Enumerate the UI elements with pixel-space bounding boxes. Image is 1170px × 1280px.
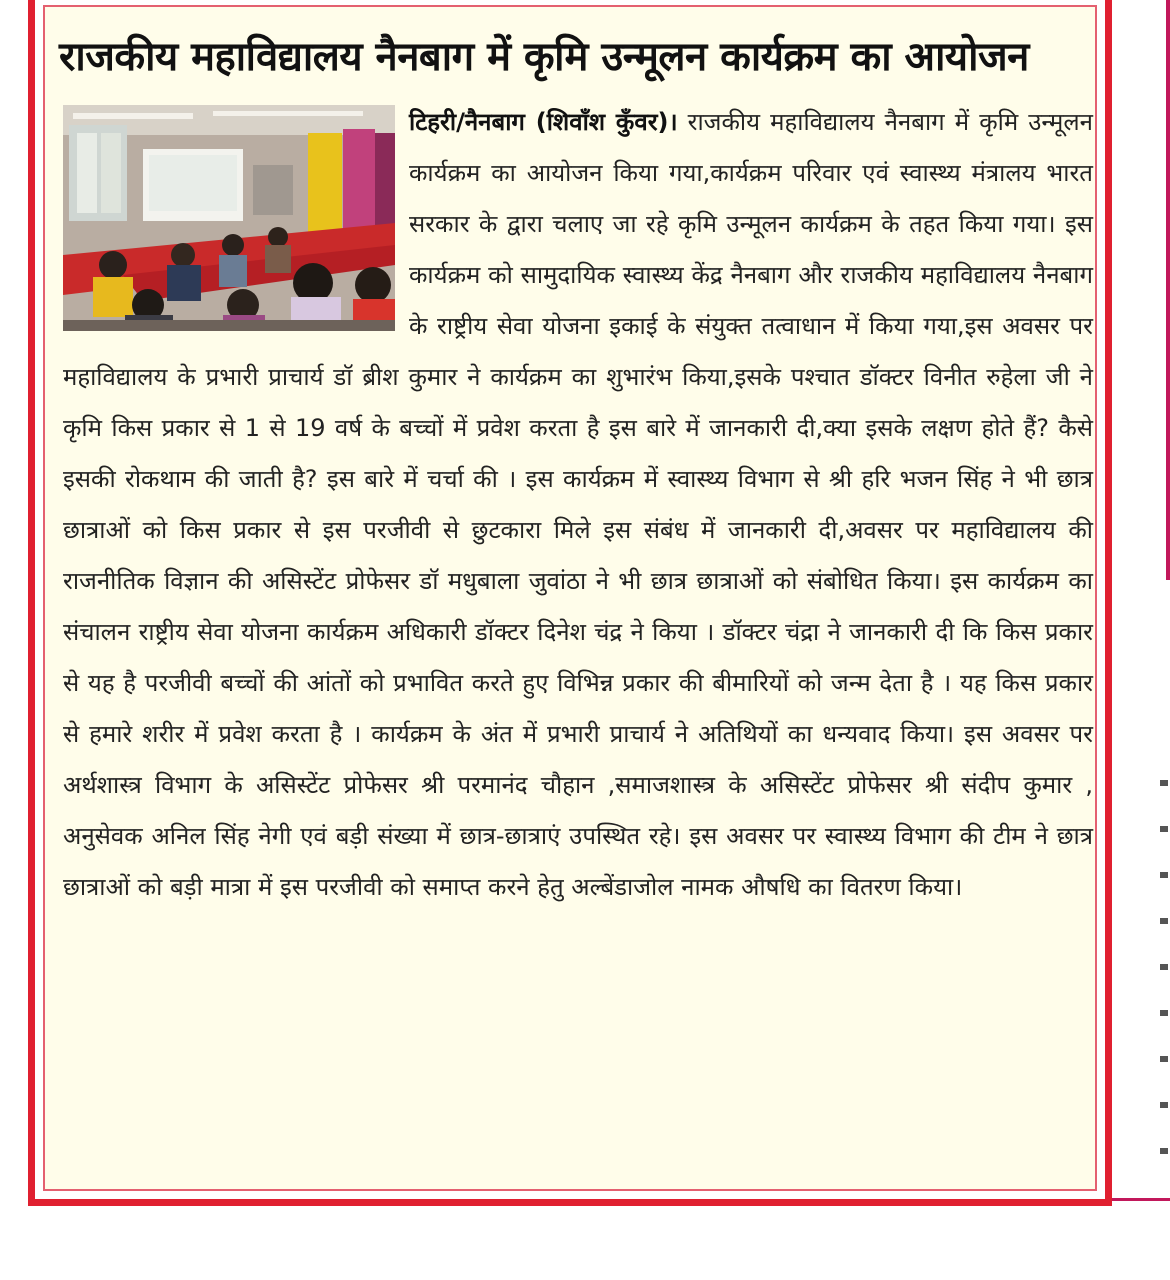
dateline: टिहरी/नैनबाग (शिवाँश कुँवर)। [409,108,678,136]
adjacent-column-edge [1160,740,1168,1180]
news-clipping-paper [43,5,1097,1191]
adjacent-column-rule [1166,0,1170,580]
news-clipping-frame [28,0,1112,1206]
photo-wrap-spacer [63,97,409,347]
article-body [63,97,1093,913]
article-text: राजकीय महाविद्यालय नैनबाग में कृमि उन्मूलन कार्यक्रम का आयोजन किया गया,कार्यक्रम परिवार एवं स्वास्थ्य मंत्रालय भारत सरकार के द्वारा चलाए जा रहे कृमि उन्मूलन कार्यक्रम के तहत किया गया। इस कार्यक्रम को सामुदायिक स्वास्थ्य केंद्र नैनबाग और राजकीय महाविद्यालय नैनबाग के राष्ट्रीय सेवा योजना इकाई के संयुक्त तत्वाधान में किया गया,इस अवसर पर महाविद्यालय के प्रभारी प्राचार्य डॉ ब्रीश कुमार ने कार्यक्रम का शुभारंभ किया,इसके पश्चात डॉक्टर विनीत रुहेला जी ने कृमि किस प्रकार से 1 से 19 वर्ष के बच्चों में प्रवेश करता है इस बारे में जानकारी दी,क्या इसके लक्षण होते हैं? कैसे इसकी रोकथाम की जाती है? इस बारे में चर्चा की । इस कार्यक्रम में स्वास्थ्य विभाग से श्री हरि भजन सिंह ने भी छात्र छात्राओं को किस प्रकार से इस परजीवी से छुटकारा मिले इस संबंध में जानकारी दी,अवसर पर महाविद्यालय की राजनीतिक विज्ञान की असिस्टेंट प्रोफेसर डॉ मधुबाला जुवांठा ने भी छात्र छात्राओं को संबोधित किया। इस कार्यक्रम का संचालन राष्ट्रीय सेवा योजना कार्यक्रम अधिकारी डॉक्टर दिनेश चंद्र ने किया । डॉक्टर चंद्रा ने जानकारी दी कि किस प्रकार से यह है परजीवी बच्चों की आंतों को प्रभावित करते हुए विभिन्न प्रकार की बीमारियों को जन्म देता है । यह किस प्रकार से हमारे शरीर में प्रवेश करता है । कार्यक्रम के अंत में प्रभारी प्राचार्य ने अतिथियों का धन्यवाद किया। इस अवसर पर अर्थशास्त्र विभाग के असिस्टेंट प्रोफेसर श्री परमानंद चौहान ,समाजशास्त्र के असिस्टेंट प्रोफेसर श्री संदीप कुमार , अनुसेवक अनिल सिंह नेगी एवं बड़ी संख्या में छात्र-छात्राएं उपस्थित रहे। इस अवसर पर स्वास्थ्य विभाग की टीम ने छात्र छात्राओं को बड़ी मात्रा में इस परजीवी को समाप्त करने हेतु अल्बेंडाजोल नामक औषधि का वितरण किया। [63,108,1093,901]
adjacent-bottom-rule [1110,1198,1170,1201]
headline: राजकीय महाविद्यालय नैनबाग में कृमि उन्मूलन कार्यक्रम का आयोजन [59,34,1029,80]
